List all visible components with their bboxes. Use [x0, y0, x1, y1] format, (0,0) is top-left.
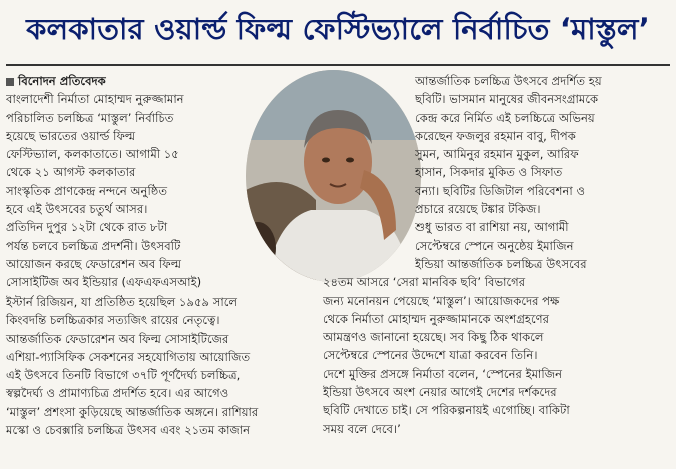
- article-line: আয়োজন করছে ফেডারেশন অব ফিল্ম: [6, 256, 182, 271]
- article-line: পর্যন্ত চলবে চলচ্চিত্র প্রদর্শনী। উৎসবটি: [6, 238, 181, 253]
- bullet-icon: [6, 78, 14, 86]
- article-line: বাংলাদেশী নির্মাতা মোহাম্মদ নুরুজ্জামান: [6, 92, 184, 107]
- article-line: দেশে মুক্তির প্রসঙ্গে নির্মাতা বলেন, ‘স্পেনের ইমাজিন: [323, 366, 563, 381]
- article-line: কেন্দ্র করে নির্মিত এই চলচ্চিত্রে অভিনয়: [415, 110, 595, 125]
- article-line: প্রতিদিন দুপুর ১২টা থেকে রাত ৮টা: [6, 220, 168, 235]
- article-line: প্রচারে রয়েছে টঙ্কার টকিজ।: [415, 202, 541, 217]
- article-line: কিংবদন্তি চলচ্চিত্রকার সত্যজিৎ রায়ের নেতৃত্বে।: [6, 313, 220, 328]
- headline: কলকাতার ওয়ার্ল্ড ফিল্ম ফেস্টিভ্যালে নির্বাচিত ‘মাস্তুল’: [26, 11, 650, 46]
- article-line: স্বল্পদৈর্ঘ্য ও প্রামাণ্যচিত্র প্রদর্শিত হবে। এর আগেও: [6, 386, 229, 401]
- article-line: ২৪তম আসরে ‘সেরা মানবিক ছবি’ বিভাগের: [323, 275, 526, 290]
- headline-rule: [6, 64, 670, 66]
- article-line: হবে এই উৎসবের চতুর্থ আসর।: [6, 202, 148, 217]
- article-line: এশিয়া-প্যাসিফিক সেকশনের সহযোগিতায় আয়োজিত: [6, 349, 251, 364]
- article-line: শুধু ভারত বা রাশিয়া নয়, আগামী: [415, 220, 569, 235]
- article-line: আমন্ত্রণও জানানো হয়েছে। সব কিছু ঠিক থাকলে: [323, 330, 544, 345]
- article-line: সেপ্টেম্বরে স্পেনের উদ্দেশে যাত্রা করবেন তিনি।: [323, 348, 538, 363]
- byline: [6, 72, 324, 90]
- article-line: সাংস্কৃতিক প্রাণকেন্দ্র নন্দনে অনুষ্ঠিত: [6, 183, 168, 198]
- portrait-photo: [246, 70, 421, 282]
- article-line: ছবিটি দেখাতে চাই। সে পরিকল্পনায়ই এগোচ্ছি। বাকিটা: [323, 403, 570, 418]
- article-line: সেপ্টেম্বরে স্পেনে অনুষ্ঠেয় ইমাজিন: [415, 238, 574, 253]
- article-line: ফেস্টিভ্যাল, কলকাতাতে। আগামী ১৫: [6, 147, 179, 162]
- article-line: সময় বলে দেবে।’: [323, 421, 401, 436]
- article-line: আন্তর্জাতিক চলচ্চিত্র উৎসবে প্রদর্শিত হয়: [415, 74, 602, 88]
- article-line: হাসান, সিকদার মুকিত ও সিফাত: [415, 165, 563, 180]
- article-line: সোসাইটিজ অব ইন্ডিয়ার (এফএফএসআই): [6, 275, 202, 290]
- article-line: জন্য মনোনয়ন পেয়েছে ‘মাস্তুল’। আয়োজকদের পক্ষ: [323, 293, 560, 308]
- article-line: করেছেন ফজলুর রহমান বাবু, দীপক: [415, 128, 576, 143]
- article-line: আন্তর্জাতিক ফেডারেশন অব ফিল্ম সোসাইটিজের: [6, 331, 229, 346]
- portrait-photo-icon: [246, 70, 421, 282]
- article-line: সুমন, আমিনুর রহমান মুকুল, আরিফ: [415, 147, 579, 162]
- article-line: পরিচালিত চলচ্চিত্র ‘মাস্তুল’ নির্বাচিত: [6, 110, 174, 125]
- right-column: [323, 72, 673, 438]
- article-line: ইন্ডিয়া আন্তর্জাতিক চলচ্চিত্র উৎসবের: [415, 256, 587, 271]
- article-line: হয়েছে ভারতের ওয়ার্ল্ড ফিল্ম: [6, 128, 136, 143]
- left-column-lower: [6, 293, 258, 439]
- byline-text: বিনোদন প্রতিবেদক: [18, 74, 106, 88]
- article-line: ‘মাস্তুল’ প্রশংসা কুড়িয়েছে আন্তর্জাতিক অঙ্গনে। রাশিয়ার: [6, 404, 259, 419]
- article-line: ইস্টার্ন রিজিয়ন, যা প্রতিষ্ঠিত হয়েছিল ১৯৫৯ সালে: [6, 295, 238, 309]
- article-line: ইন্ডিয়া উৎসবে অংশ নেয়ার আগেই দেশের দর্শকদের: [323, 385, 557, 400]
- article-line: বন্যা। ছবিটির ডিজিটাল পরিবেশনা ও: [415, 183, 585, 198]
- article-line: থেকে নির্মাতা মোহাম্মদ নুরুজ্জামানকে অংশগ্রহণের: [323, 311, 550, 326]
- article-line: ছবিটি। ভাসমান মানুষের জীবনসংগ্রামকে: [415, 92, 599, 107]
- article-line: এই উৎসবে তিনটি বিভাগে ৩৭টি পূর্ণদৈর্ঘ্য চলচ্চিত্র,: [6, 368, 241, 383]
- article-line: থেকে ২১ আগস্ট কলকাতার: [6, 165, 136, 180]
- article-line: মস্কো ও চেবক্সারি চলচ্চিত্র উৎসব এবং ২১তম কাজান: [6, 423, 251, 438]
